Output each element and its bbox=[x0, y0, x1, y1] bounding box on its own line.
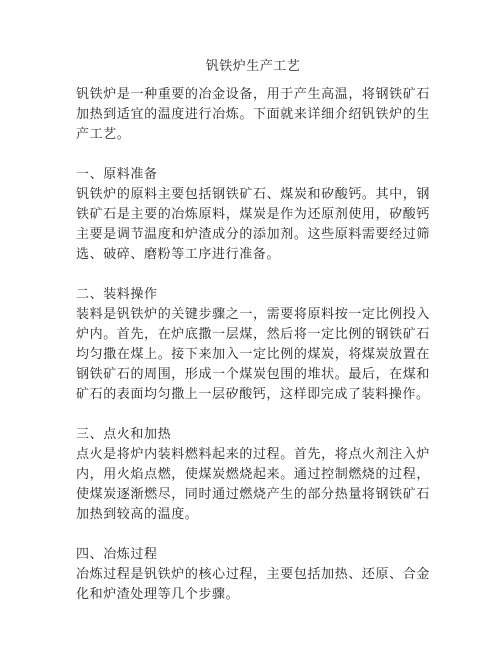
intro-paragraph: 钒铁炉是一种重要的冶金设备，用于产生高温，将钢铁矿石加热到适宜的温度进行冶炼。下面就来详细介绍钒铁炉的生产工艺。 bbox=[76, 87, 430, 142]
section-body-ignition: 点火是将炉内装料燃料起来的过程。首先，将点火剂注入炉内，用火焰点燃，使煤炭燃烧起来。通过控制燃烧的过程，使煤炭逐渐燃尽，同时通过燃烧产生的部分热量将钢铁矿石加热到较高的温度。 bbox=[76, 447, 430, 522]
spacer bbox=[76, 525, 430, 545]
section-heading-materials: 一、原料准备 bbox=[76, 167, 158, 182]
document-title: 钒铁炉生产工艺 bbox=[205, 59, 301, 74]
section-heading-smelting: 四、冶炼过程 bbox=[76, 547, 158, 562]
section-heading-charging: 二、装料操作 bbox=[76, 287, 158, 302]
section-body-smelting: 冶炼过程是钒铁炉的核心过程，主要包括加热、还原、合金化和炉渣处理等几个步骤。 bbox=[76, 567, 430, 602]
section-body-materials: 钒铁炉的原料主要包括钢铁矿石、煤炭和矽酸钙。其中，钢铁矿石是主要的冶炼原料，煤炭是作为还原剂使用，矽酸钙主要是调节温度和炉渣成分的添加剂。这些原料需要经过筛选、破碎、磨粉等工序进行准备。 bbox=[76, 187, 430, 262]
section-heading-ignition: 三、点火和加热 bbox=[76, 427, 172, 442]
section-body-charging: 装料是钒铁炉的关键步骤之一，需要将原料按一定比例投入炉内。首先，在炉底撒一层煤，然后将一定比例的钢铁矿石均匀撒在煤上。接下来加入一定比例的煤炭，将煤炭放置在钢铁矿石的周围，形成一个煤炭包围的堆状。最后，在煤和矿石的表面均匀撒上一层矽酸钙，这样即完成了装料操作。 bbox=[76, 307, 430, 402]
spacer bbox=[76, 145, 430, 165]
spacer bbox=[76, 405, 430, 425]
spacer bbox=[76, 265, 430, 285]
